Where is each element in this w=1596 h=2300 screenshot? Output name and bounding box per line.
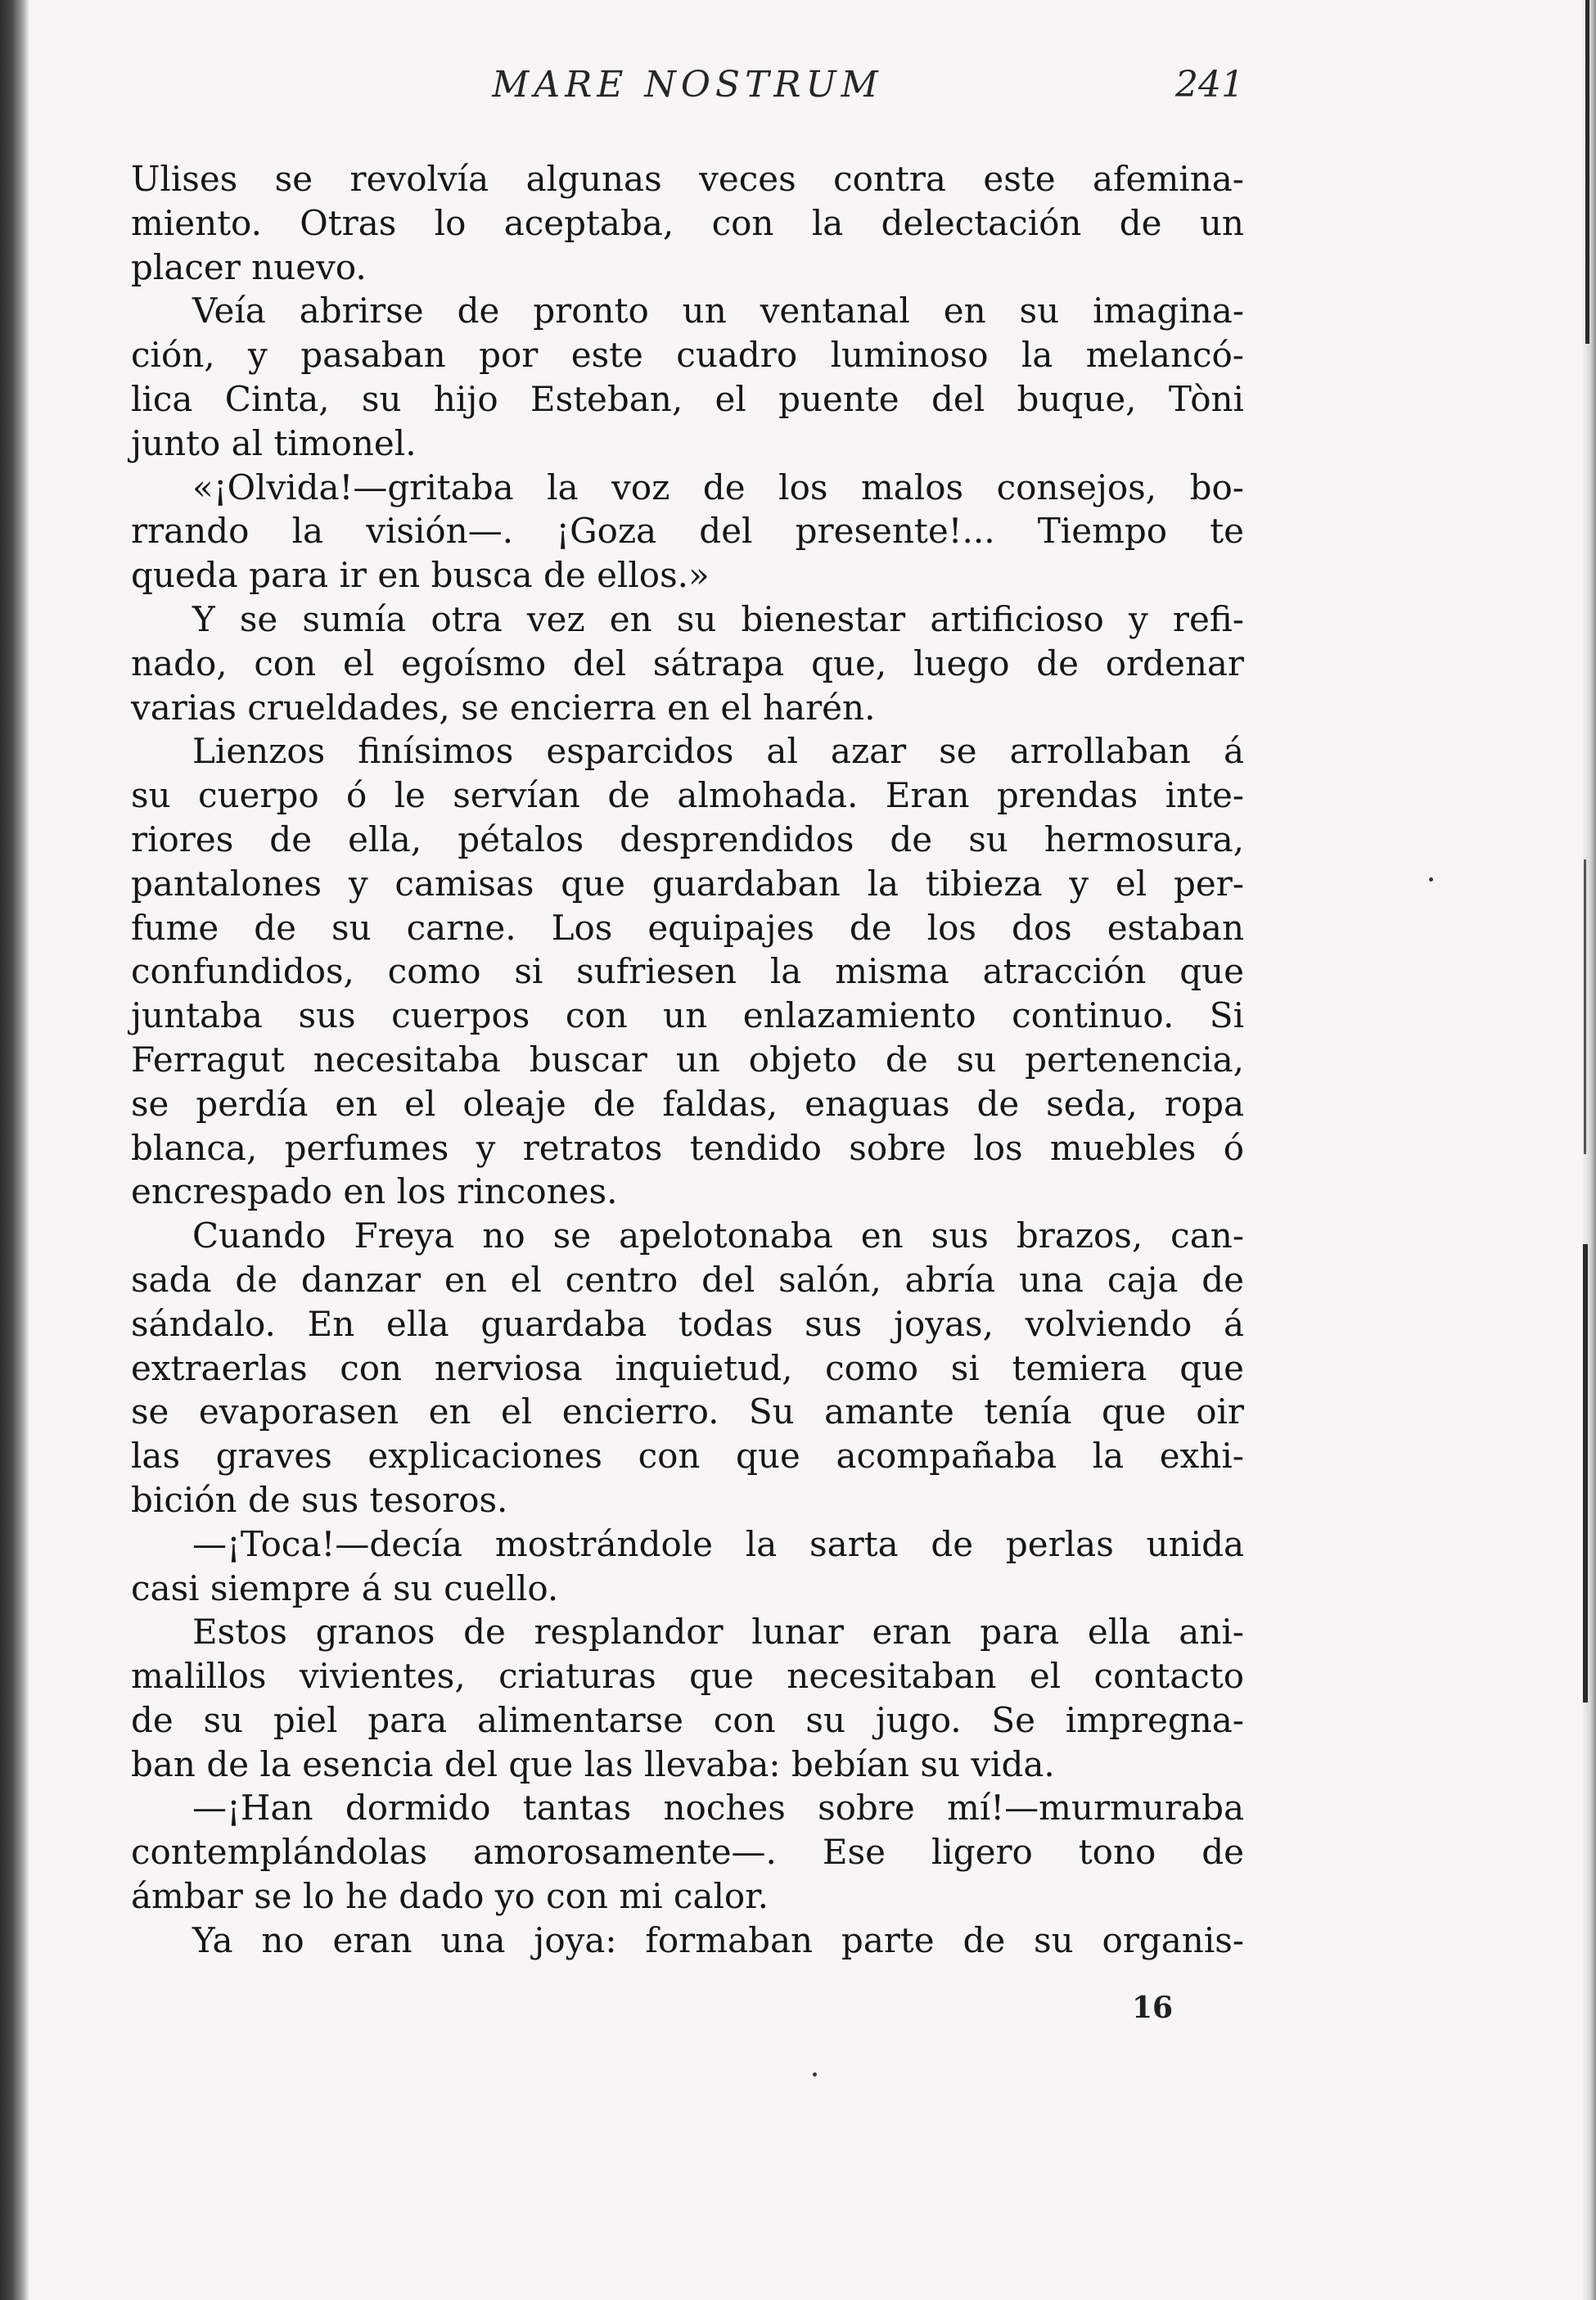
signature-mark: 16 [1132, 1991, 1174, 2025]
text-line: Y se sumía otra vez en su bienestar artificioso y refi- [192, 598, 1244, 639]
text-line: pantalones y camisas que guardaban la tibieza y el per- [131, 863, 1244, 904]
text-line: se perdía en el oleaje de faldas, enaguas de seda, ropa [131, 1083, 1244, 1124]
text-line: queda para ir en busca de ellos.» [131, 555, 710, 596]
text-line: sada de danzar en el centro del salón, abría una caja de [131, 1259, 1244, 1300]
text-line: sándalo. En ella guardaba todas sus joyas, volviendo á [131, 1303, 1244, 1344]
text-line: contemplándolas amorosamente—. Ese ligero tono de [131, 1832, 1244, 1873]
text-line: ban de la esencia del que las llevaba: bebían su vida. [131, 1743, 1055, 1784]
text-line: de su piel para alimentarse con su jugo. Se impregna- [131, 1699, 1244, 1740]
text-line: Estos granos de resplandor lunar eran para ella ani- [192, 1612, 1244, 1653]
text-line: «¡Olvida!—gritaba la voz de los malos consejos, bo- [192, 467, 1244, 507]
text-line: —¡Han dormido tantas noches sobre mí!—murmuraba [192, 1788, 1244, 1829]
body-text [131, 157, 1244, 1963]
text-line: miento. Otras lo aceptaba, con la delectación de un [131, 202, 1244, 243]
page-binding-shadow [0, 0, 29, 2300]
text-line: bición de sus tesoros. [131, 1479, 508, 1520]
text-line: Ferragut necesitaba buscar un objeto de su pertenencia, [131, 1039, 1244, 1080]
page-header [131, 64, 1244, 121]
edge-mark [1583, 1244, 1588, 1702]
edge-mark [1584, 859, 1586, 1154]
page-number: 241 [1175, 64, 1244, 106]
text-line: su cuerpo ó le servían de almohada. Eran prendas inte- [131, 775, 1244, 816]
text-line: varias crueldades, se encierra en el harén. [131, 687, 876, 728]
text-line: casi siempre á su cuello. [131, 1567, 559, 1608]
text-line: riores de ella, pétalos desprendidos de su hermosura, [131, 819, 1244, 859]
text-line: Ya no eran una joya: formaban parte de su organis- [192, 1919, 1244, 1960]
text-line: —¡Toca!—decía mostrándole la sarta de perlas unida [192, 1523, 1244, 1564]
text-line: Lienzos finísimos esparcidos al azar se arrollaban á [192, 731, 1244, 772]
text-line: placer nuevo. [131, 246, 367, 287]
text-line: malillos vivientes, criaturas que necesitaban el contacto [131, 1656, 1244, 1697]
text-line: confundidos, como si sufriesen la misma atracción que [131, 951, 1244, 992]
text-line: las graves explicaciones con que acompañaba la exhi- [131, 1436, 1244, 1477]
edge-mark [1585, 0, 1589, 344]
running-title: MARE NOSTRUM [492, 64, 883, 106]
ink-speck [1429, 877, 1433, 882]
text-line: Veía abrirse de pronto un ventanal en su imagina- [192, 291, 1244, 331]
text-line: Ulises se revolvía algunas veces contra este afemina- [131, 159, 1244, 199]
text-line: lica Cinta, su hijo Esteban, el puente del buque, Tòni [131, 378, 1244, 419]
text-line: encrespado en los rincones. [131, 1171, 618, 1212]
ink-speck [813, 2072, 817, 2077]
text-line: rrando la visión—. ¡Goza del presente!... Tiempo te [131, 511, 1244, 552]
text-line: extraerlas con nerviosa inquietud, como si temiera que [131, 1347, 1244, 1388]
text-line: se evaporasen en el encierro. Su amante tenía que oir [131, 1391, 1244, 1432]
text-line: ción, y pasaban por este cuadro luminoso la melancó- [131, 335, 1244, 376]
text-line: ámbar se lo he dado yo con mi calor. [131, 1876, 769, 1917]
text-line: fume de su carne. Los equipajes de los dos estaban [131, 907, 1244, 948]
text-line: nado, con el egoísmo del sátrapa que, luego de ordenar [131, 643, 1244, 683]
text-line: juntaba sus cuerpos con un enlazamiento continuo. Si [131, 995, 1244, 1036]
text-line: junto al timonel. [131, 422, 417, 463]
text-line: Cuando Freya no se apelotonaba en sus brazos, can- [192, 1215, 1244, 1256]
text-line: blanca, perfumes y retratos tendido sobre los muebles ó [131, 1127, 1244, 1168]
